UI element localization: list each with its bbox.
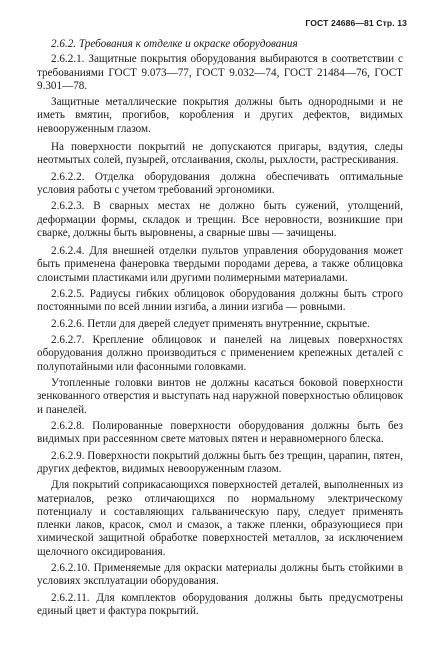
paragraph-text: Радиусы гибких облицовок оборудования должны быть строго постоянными по всей линии изгиба, а линии изгиба — ровными. bbox=[37, 288, 403, 314]
paragraph-number: 2.6.2.7. bbox=[51, 334, 85, 347]
paragraph bbox=[37, 318, 403, 331]
paragraph bbox=[37, 420, 403, 447]
section-heading bbox=[37, 38, 403, 51]
paragraph-text: Полированные поверхности оборудования должны быть без видимых при рассеянном свете матовых пятен и неравномерного блеска. bbox=[37, 420, 403, 446]
paragraph bbox=[37, 200, 403, 240]
paragraph-text: Требования к отделке и окраске оборудования bbox=[78, 38, 298, 50]
paragraph bbox=[37, 334, 403, 374]
paragraph-number: 2.6.2.8. bbox=[51, 420, 85, 432]
paragraph-number: 2.6.2.6. bbox=[51, 317, 85, 330]
paragraph bbox=[37, 96, 403, 136]
paragraph bbox=[37, 141, 403, 168]
paragraph-text: Утопленные головки винтов не должны касаться боковой поверхности зенкованного отверстия и выступать над наружной поверхностью облицовок и панелей. bbox=[37, 377, 403, 416]
paragraph-text: Для покрытий соприкасающихся поверхностей деталей, выполненных из материалов, резко отличающихся по нормальному электрическому потенциалу и составляющих гальваническую пару, следует применять пленки лаков, красок, смол и смазок, а также пленки, образующиеся при химической защитной обработке поверхностей металлов, за исключением щелочного оксидирования. bbox=[37, 479, 403, 558]
paragraph-text: Применяемые для окраски материалы должны быть стойкими в условиях эксплуатации оборудования. bbox=[37, 562, 403, 588]
paragraph-number: 2.6.2.11. bbox=[51, 591, 90, 604]
paragraph-number: 2.6.2.1. bbox=[51, 53, 85, 66]
paragraph-text: Петли для дверей следует применять внутренние, скрытые. bbox=[87, 317, 370, 330]
paragraph-number: 2.6.2.5. bbox=[51, 288, 85, 300]
paragraph-number: 2.6.2.2. bbox=[51, 170, 85, 183]
paragraph-text: Для комплектов оборудования должны быть предусмотрены единый цвет и фактура покрытий. bbox=[37, 591, 403, 617]
document-body bbox=[37, 38, 403, 621]
paragraph-text: Защитные покрытия оборудования выбираются в соответствии с требованиями ГОСТ 9.073—77, ГОСТ 9.032—74, ГОСТ 21484—76, ГОСТ 9.301—78. bbox=[37, 53, 403, 92]
paragraph-text: Для внешней отделки пультов управления оборудования может быть применена фанеровка твердыми породами дерева, а также облицовка слоистыми пластиками или другими полимерными материалами. bbox=[37, 245, 403, 284]
paragraph-text: Защитные металлические покрытия должны быть однородными и не иметь вмятин, прогибов, коробления и других дефектов, видимых невооруженным глазом. bbox=[37, 96, 403, 135]
paragraph-number: 2.6.2.9. bbox=[51, 449, 85, 462]
paragraph-number: 2.6.2.10. bbox=[51, 562, 90, 575]
paragraph bbox=[37, 450, 403, 477]
paragraph bbox=[37, 592, 403, 619]
paragraph bbox=[37, 479, 403, 559]
paragraph-text: Крепление облицовок и панелей на лицевых поверхностях оборудования должно производиться с применением крепежных деталей с полупотайными или фасонными головками. bbox=[37, 334, 403, 373]
paragraph-text: В сварных местах не должно быть сужений, утолщений, деформации формы, складок и трещин. Все неровности, возникшие при сварке, должны быть выровнены, а сварные швы — зачищены. bbox=[37, 200, 403, 239]
paragraph-text: На поверхности покрытий не допускаются пригары, вздутия, следы неотмытых солей, пузырей, отслаивания, сколы, рыхлости, растрескивания. bbox=[37, 140, 403, 167]
paragraph bbox=[37, 377, 403, 417]
paragraph-number: 2.6.2.3. bbox=[51, 200, 85, 213]
paragraph-number: 2.6.2. bbox=[51, 38, 77, 50]
paragraph bbox=[37, 171, 403, 198]
paragraph-text: Поверхности покрытий должны быть без трещин, царапин, пятен, других дефектов, видимых невооруженным глазом. bbox=[37, 449, 403, 475]
paragraph-number: 2.6.2.4. bbox=[51, 245, 85, 258]
paragraph bbox=[37, 562, 403, 589]
paragraph bbox=[37, 288, 403, 315]
page-header: ГОСТ 24686—81 Стр. 13 bbox=[305, 18, 407, 28]
paragraph-text: Отделка оборудования должна обеспечивать оптимальные условия работы с учетом требований эргономики. bbox=[37, 170, 403, 196]
paragraph bbox=[37, 53, 403, 93]
paragraph bbox=[37, 245, 403, 285]
